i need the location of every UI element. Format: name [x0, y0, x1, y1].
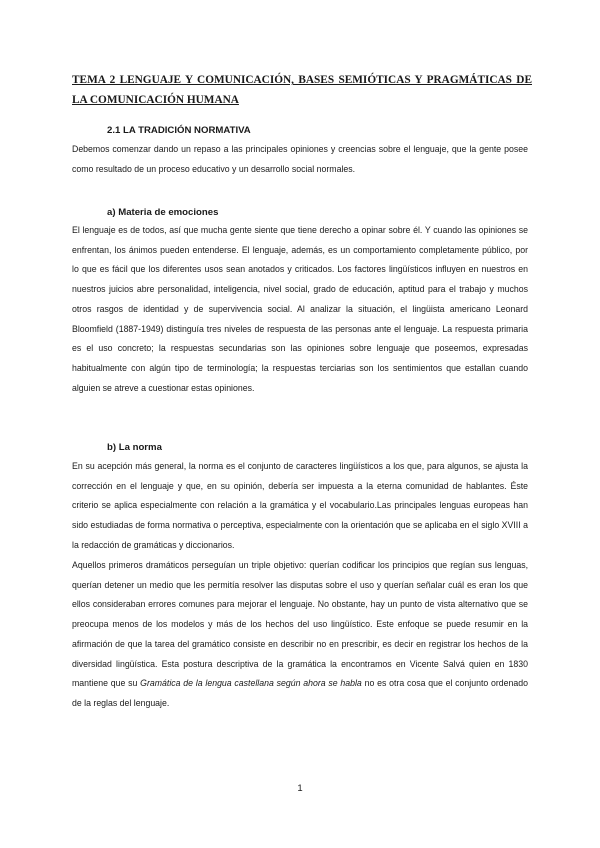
subsection-b-paragraph-2: [72, 556, 528, 714]
book-title-italic: Gramática de la lengua castellana según ahora se habla: [140, 678, 362, 689]
subsection-b-heading: b) La norma: [107, 442, 162, 453]
paragraph-2-end: no es otra cosa que el conjunto ordenado de la reglas del lenguaje.: [72, 678, 529, 708]
subsection-a-heading: a) Materia de emociones: [107, 207, 219, 218]
intro-paragraph: Debemos comenzar dando un repaso a las principales opiniones y creencias sobre el lenguaje, que la gente posee como resultado de un proceso educativo y un desarrollo social normales.: [72, 144, 528, 174]
section-heading: 2.1 LA TRADICIÓN NORMATIVA: [107, 125, 251, 136]
paragraph-2-start: Aquellos primeros dramáticos perseguían un triple objetivo: querían codificar los principios que regían sus lenguas, querían detener un medio que les permitía resolver las disputas sobre el uso y querían señalar cuál es eran los que ellos consideraban errores comunes para mejorar el lenguaje. No obstante, hay un punto de vista alternativo que se preocupa menos de los modelos y más de los hechos del uso lingüístico. Este enfoque se puede resumir en la afirmación de que la tarea del gramático consiste en describir no en prescribir, es decir en registrar los hechos de la diversidad lingüística. Esta postura descriptiva de la gramática la encontramos en Vicente Salvá quien en 1830 mantiene que su: [72, 560, 528, 689]
document-title: TEMA 2 LENGUAJE Y COMUNICACIÓN, BASES SEMIÓTICAS Y PRAGMÁTICAS DE LA COMUNICACIÓN HUMANA: [72, 74, 532, 106]
subsection-b-paragraph-1: En su acepción más general, la norma es el conjunto de caracteres lingüísticos a los que, para algunos, se ajusta la corrección en el lenguaje y que, en su opinión, debería ser impuesta a la eterna comunidad de hablantes. Éste criterio se aplica especialmente con relación a la gramática y el vocabulario.Las principales lenguas europeas han sido estudiadas de forma normativa o perceptiva, especialmente con la orientación que se aplicaba en el siglo XVIII a la redacción de gramáticas y diccionarios.: [72, 461, 528, 550]
page-number: 1: [297, 783, 303, 794]
subsection-a-paragraph: El lenguaje es de todos, así que mucha gente siente que tiene derecho a opinar sobre él. Y cuando las opiniones se enfrentan, los ánimos pueden entenderse. El lenguaje, además, es un comportamiento completamente público, por lo que es fácil que los diferentes usos sean anotados y criticados. Los factores lingüísticos influyen en nuestros en nuestros juicios abre personalidad, inteligencia, nivel social, grado de educación, aptitud para el trabajo y muchos otros rasgos de identidad y de supervivencia social. Al analizar la situación, el lingüista americano Leonard Bloomfield (1887-1949) distinguía tres niveles de respuesta de las personas ante el lenguaje. La respuesta primaria es el uso concreto; la respuestas secundarias son las opiniones sobre lenguaje que poseemos, expresadas habitualmente con algún tipo de terminología; la respuestas terciarias son los sentimientos que estallan cuando alguien se atreve a cuestionar estas opiniones.: [72, 225, 528, 393]
